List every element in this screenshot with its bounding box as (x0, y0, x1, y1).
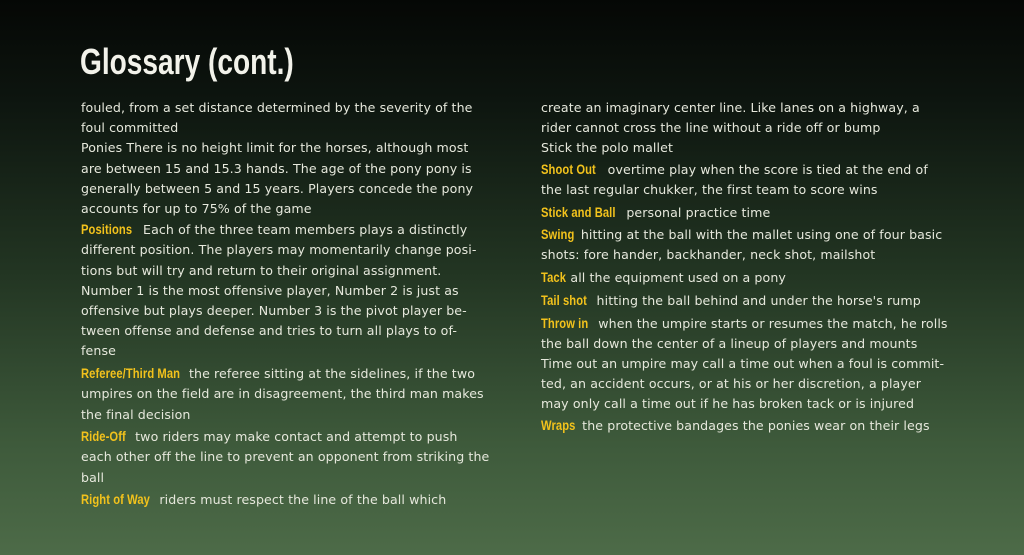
glossary-term: Ride-Off (81, 428, 126, 445)
glossary-definition: Time out an umpire may call a time out when a foul is commit-ted, an accident occurs, or at his or her discretion, a player may only call a time out if he has broken tack or is injured (541, 355, 945, 412)
glossary-definition: the protective bandages the ponies wear on their legs (582, 417, 930, 433)
glossary-left-column (81, 98, 491, 512)
glossary-entry-referee (81, 363, 491, 425)
glossary-entry-stick (541, 138, 951, 158)
glossary-entry (541, 98, 951, 138)
glossary-definition: two riders may make contact and attempt to push each other off the line to prevent an opponent from striking the ball (81, 429, 490, 485)
glossary-term: Positions (81, 221, 133, 238)
glossary-entry-shoot-out (541, 159, 951, 200)
glossary-definition: personal practice time (626, 204, 771, 220)
glossary-term: Tail shot (541, 291, 587, 308)
glossary-definition: when the umpire starts or resumes the match, he rolls the ball down the center of a lineup of players and mounts (541, 315, 948, 351)
glossary-entry-tail-shot (541, 290, 951, 311)
glossary-entry-positions (81, 219, 491, 361)
glossary-entry-right-of-way (81, 489, 491, 510)
glossary-definition: the referee sitting at the sidelines, if the two umpires on the field are in disagreement, the third man makes the final decision (81, 366, 484, 422)
glossary-term: Right of Way (81, 491, 150, 508)
glossary-term: Wraps (541, 416, 576, 433)
glossary-term: Tack (541, 269, 567, 286)
page-title: Glossary (cont.) (80, 41, 294, 82)
glossary-definition: create an imaginary center line. Like lanes on a highway, a rider cannot cross the line without a ride off or bump (541, 100, 920, 136)
glossary-term: Stick and Ball (541, 203, 616, 220)
glossary-definition: Ponies There is no height limit for the horses, although most are between 15 and 15.3 hands. The age of the pony pony is generally between 5 and 15 years. Players concede the pony accounts for up to 75% of the game (81, 140, 474, 217)
glossary-right-column (541, 98, 951, 437)
glossary-entry-tack (541, 267, 951, 288)
glossary-entry-swing (541, 224, 951, 265)
glossary-definition: overtime play when the score is tied at the end of the last regular chukker, the first team to score wins (541, 161, 928, 197)
glossary-entry (81, 138, 491, 219)
glossary-term: Referee/Third Man (81, 365, 181, 382)
glossary-entry-ride-off (81, 426, 491, 488)
glossary-definition: hitting at the ball with the mallet using one of four basic shots: fore hander, backhander, neck shot, mailshot (541, 227, 943, 263)
glossary-definition: Each of the three team members plays a distinctly different position. The players may momentarily change posi-tions but will try and return to their original assignment. Number 1 is the most offensive player, Number 2 is just as offensive but plays deeper. Number 3 is the pivot player be-tween offense and defense and tries to turn all plays to of-fense (81, 222, 477, 359)
glossary-term: Throw in (541, 314, 589, 331)
glossary-definition: hitting the ball behind and under the horse's rump (596, 292, 921, 308)
glossary-entry-stick-and-ball (541, 202, 951, 223)
glossary-entry-time-out (541, 354, 951, 415)
glossary-entry-wraps (541, 415, 951, 436)
glossary-definition: fouled, from a set distance determined by the severity of the foul committed (81, 100, 473, 136)
glossary-entry (81, 98, 491, 138)
glossary-definition: all the equipment used on a pony (570, 270, 786, 286)
glossary-definition: riders must respect the line of the ball which (159, 492, 447, 508)
glossary-term: Swing (541, 226, 575, 243)
glossary-entry-throw-in (541, 313, 951, 354)
glossary-definition: Stick the polo mallet (541, 140, 673, 156)
glossary-term: Shoot Out (541, 160, 596, 177)
